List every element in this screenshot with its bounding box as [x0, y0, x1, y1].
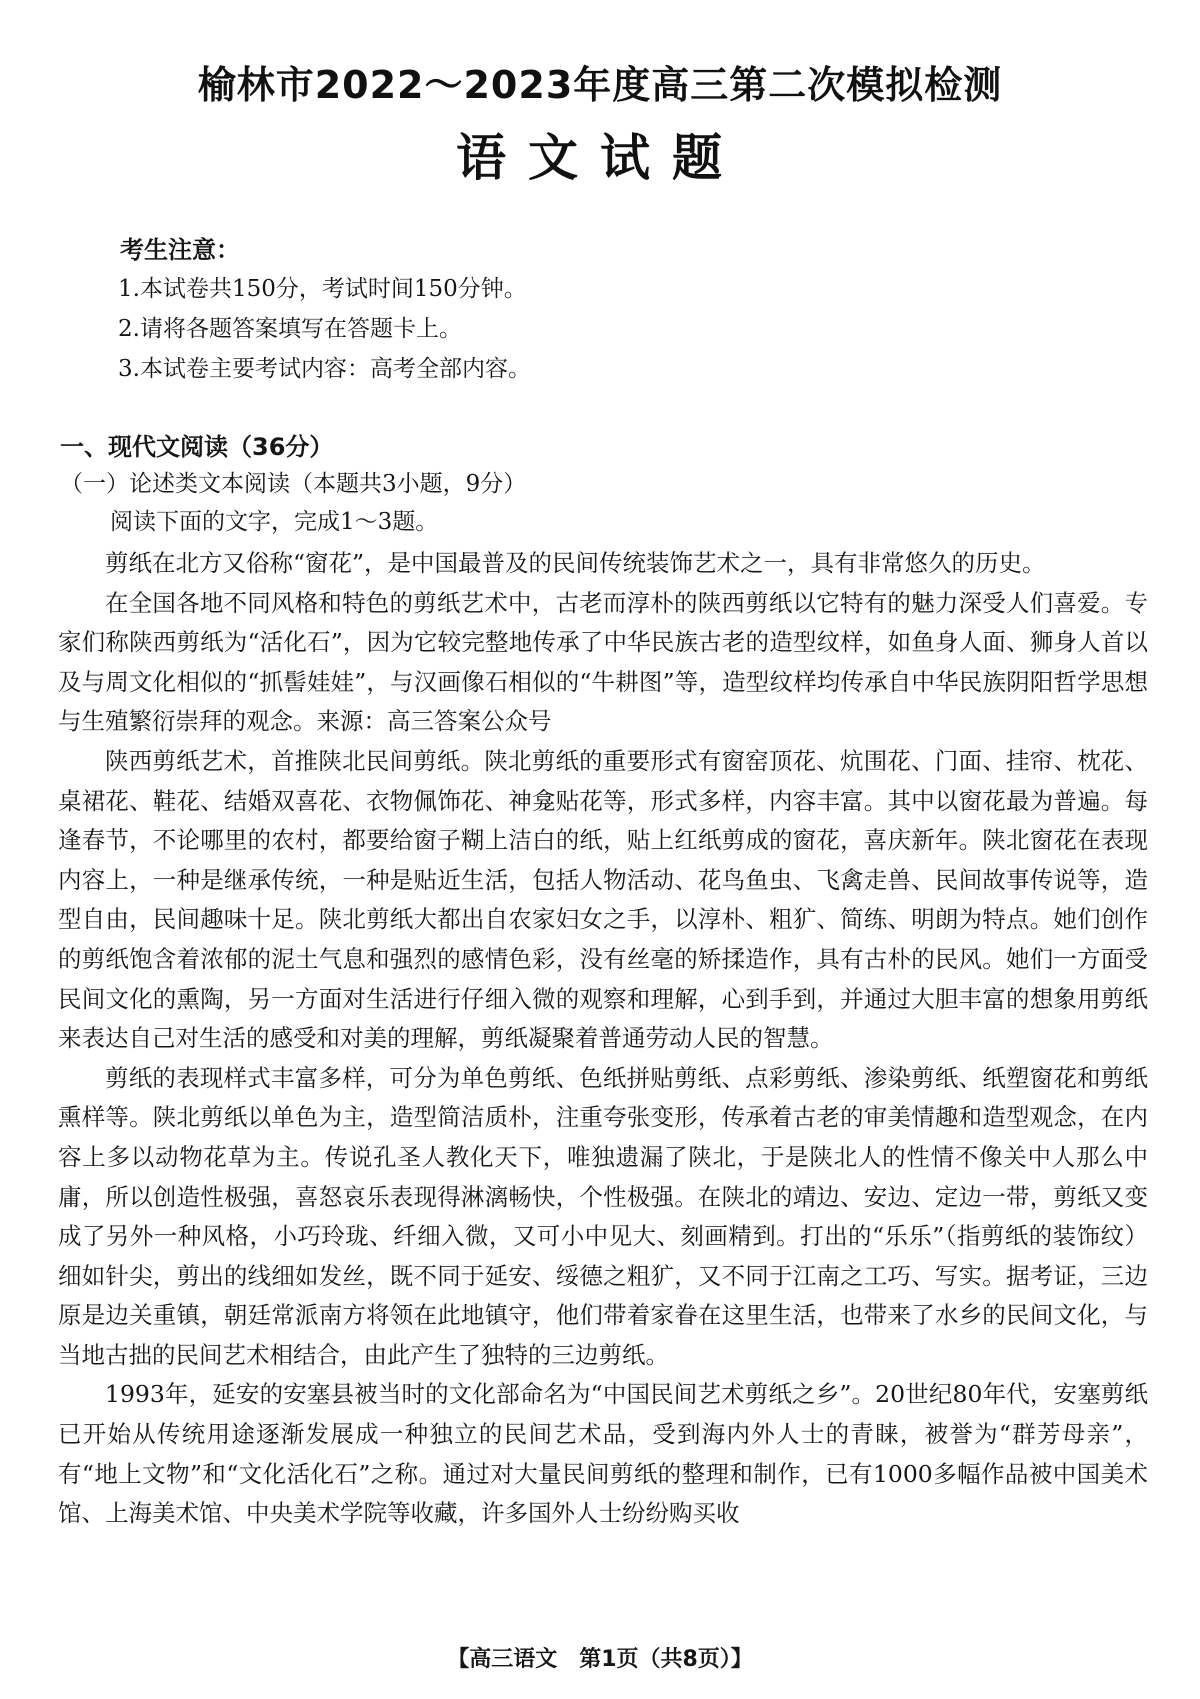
exam-subject-title: 语文试题	[456, 129, 744, 187]
passage-paragraph: 在全国各地不同风格和特色的剪纸艺术中，古老而淳朴的陕西剪纸以它特有的魅力深受人们喜爱。专家们称陕西剪纸为“活化石”，因为它较完整地传承了中华民族古老的造型纹样，如鱼身人面、狮身人首以及与周文化相似的“抓髻娃娃”，与汉画像石相似的“牛耕图”等，造型纹样均传承自中华民族阴阳哲学思想与生殖繁衍崇拜的观念。来源：高三答案公众号	[58, 588, 1148, 736]
passage-paragraph: 剪纸在北方又俗称“窗花”，是中国最普及的民间传统装饰艺术之一，具有非常悠久的历史。	[105, 549, 1046, 577]
exam-title: 榆林市2022～2023年度高三第二次模拟检测	[197, 63, 1003, 107]
passage-paragraph: 1993年，延安的安塞县被当时的文化部命名为“中国民间艺术剪纸之乡”。20世纪80年代，安塞剪纸已开始从传统用途逐渐发展成一种独立的民间艺术品，受到海内外人士的青睐，被誉为“群芳母亲”，有“地上文物”和“文化活化石”之称。通过对大量民间剪纸的整理和制作，已有1000多幅作品被中国美术馆、上海美术馆、中央美术学院等收藏，许多国外人士纷纷购买收	[58, 1380, 1148, 1528]
notice-heading: 考生注意：	[120, 236, 240, 264]
subsection-heading: （一）论述类文本阅读（本题共3小题，9分）	[60, 471, 527, 497]
notice-item: 2.请将各题答案填写在答题卡上。	[118, 316, 462, 342]
notice-item: 1.本试卷共150分，考试时间150分钟。	[118, 276, 527, 302]
passage-paragraph: 陕西剪纸艺术，首推陕北民间剪纸。陕北剪纸的重要形式有窗窑顶花、炕围花、门面、挂帘、枕花、桌裙花、鞋花、结婚双喜花、衣物佩饰花、神龛贴花等，形式多样，内容丰富。其中以窗花最为普遍。每逢春节，不论哪里的农村，都要给窗子糊上洁白的纸，贴上红纸剪成的窗花，喜庆新年。陕北窗花在表现内容上，一种是继承传统，一种是贴近生活，包括人物活动、花鸟鱼虫、飞禽走兽、民间故事传说等，造型自由，民间趣味十足。陕北剪纸大都出自农家妇女之手，以淳朴、粗犷、简练、明朗为特点。她们创作的剪纸饱含着浓郁的泥土气息和强烈的感情色彩，没有丝毫的矫揉造作，具有古朴的民风。她们一方面受民间文化的熏陶，另一方面对生活进行仔细入微的观察和理解，心到手到，并通过大胆丰富的想象用剪纸来表达自己对生活的感受和对美的理解，剪纸凝聚着普通劳动人民的智慧。	[58, 746, 1148, 1053]
page-footer: 【高三语文 第1页（共8页）】	[447, 1647, 753, 1672]
passage-paragraph: 剪纸的表现样式丰富多样，可分为单色剪纸、色纸拼贴剪纸、点彩剪纸、渗染剪纸、纸塑窗花和剪纸熏样等。陕北剪纸以单色为主，造型简洁质朴，注重夸张变形，传承着古老的审美情趣和造型观念，在内容上多以动物花草为主。传说孔圣人教化天下，唯独遗漏了陕北，于是陕北人的性情不像关中人那么中庸，所以创造性极强，喜怒哀乐表现得淋漓畅快，个性极强。在陕北的靖边、安边、定边一带，剪纸又变成了另外一种风格，小巧玲珑、纤细入微，又可小中见大、刻画精到。打出的“乐乐”（指剪纸的装饰纹）细如针尖，剪出的线细如发丝，既不同于延安、绥德之粗犷，又不同于江南之工巧、写实。据考证，三边原是边关重镇，朝廷常派南方将领在此地镇守，他们带着家眷在这里生活，也带来了水乡的民间文化，与当地古拙的民间艺术相结合，由此产生了独特的三边剪纸。	[58, 1063, 1148, 1369]
reading-passage	[58, 544, 1148, 1534]
section-heading: 一、现代文阅读（36分）	[60, 433, 334, 461]
notice-item: 3.本试卷主要考试内容：高考全部内容。	[118, 356, 531, 382]
reading-instruction: 阅读下面的文字，完成1～3题。	[110, 509, 439, 535]
